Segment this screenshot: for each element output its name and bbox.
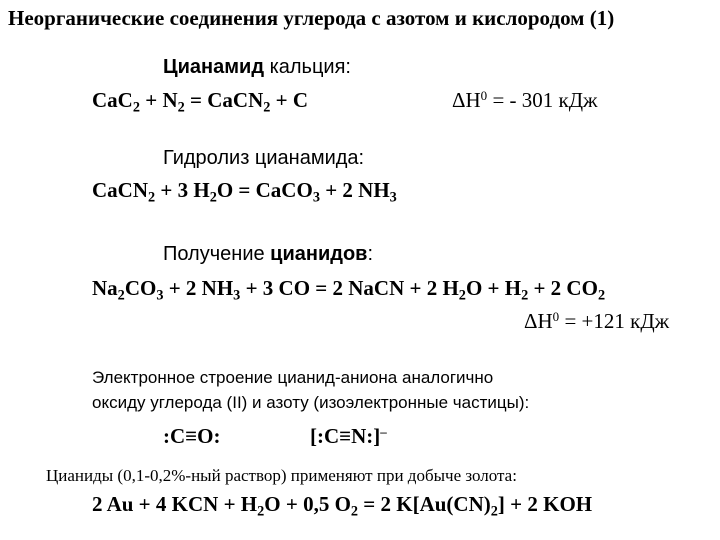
equation-cyanide-synthesis: $Na_2CO_3 + 2$ $NH_3 + 3$ CO = 2 NaCN + 2 $H_2O + H_2 + 2$ $CO_2$: [92, 276, 606, 304]
equation-hydrolysis: CaCN$_2$ + 3 $H_2O$ = CaCO$_3$ + 2 $NH_3$: [92, 178, 397, 206]
electronic-note-line1: Электронное строение цианид-аниона аналогично: [92, 368, 494, 387]
heading-bold: Цианамид: [163, 56, 265, 78]
structure-cn-anion: [:C≡N:]–: [310, 423, 387, 448]
equation-cyanamide-synthesis: $CaC_2 + N_2$ = CaCN$_2$ + C: [92, 88, 309, 116]
structure-co: :C≡O:: [163, 424, 221, 448]
electronic-note-line2: оксиду углерода (II) и азоту (изоэлектронные частицы):: [92, 393, 530, 412]
heading-text: кальция:: [264, 56, 351, 78]
gold-note: Цианиды (0,1-0,2%-ный раствор) применяют при добыче золота:: [46, 466, 517, 485]
page-title: Неорганические соединения углерода с азотом и кислородом (1): [8, 6, 615, 30]
heading-bold: цианидов: [270, 243, 368, 265]
heading-hydrolysis: Гидролиз цианамида:: [163, 147, 365, 169]
heading-calcium-cyanamide: [163, 56, 351, 79]
enthalpy-cyanide: $\Delta H^0 = +121$ кДж: [524, 308, 670, 333]
equation-gold-extraction: 2 Au + 4 KCN + $H_2O + 0,5$ $O_2 = 2$ $K[Au(CN)_2] + 2$ KOH: [92, 492, 593, 520]
enthalpy-cyanamide: $\Delta H^0$ = - 301 кДж: [452, 87, 598, 112]
heading-cyanides: Получение цианидов:: [163, 243, 374, 265]
